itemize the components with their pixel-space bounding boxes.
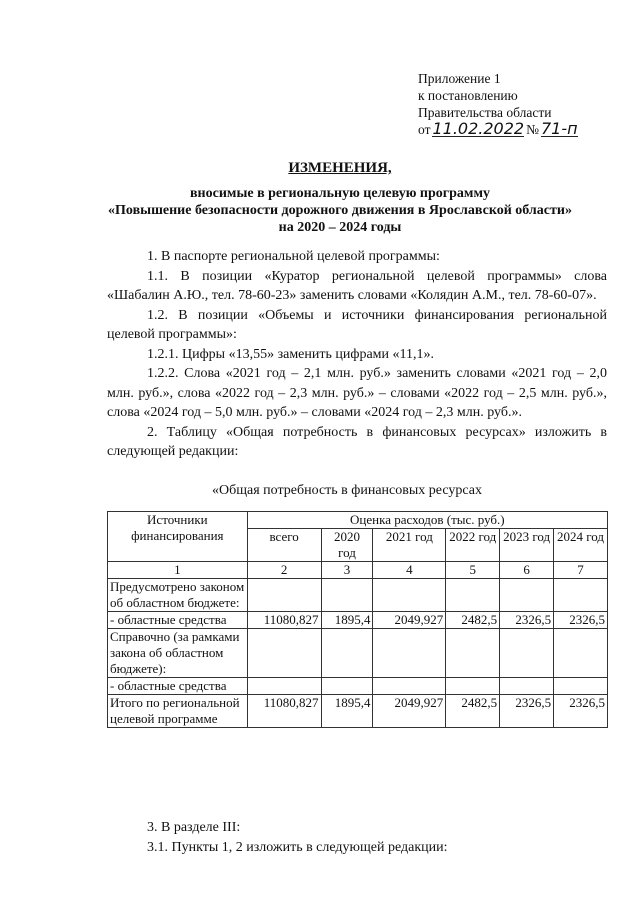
table-cell <box>554 678 608 695</box>
table-cell: 2326,5 <box>500 612 554 629</box>
annex-block <box>418 70 580 138</box>
paragraph-2: 1.1. В позиции «Куратор региональной целевой программы» слова «Шабалин А.Ю., тел. 78-60-23» заменить словами «Колядин А.М., тел. 78-60-07». <box>107 268 607 303</box>
table-cell <box>500 579 554 612</box>
row-label: - областные средства <box>108 678 248 695</box>
table-cell: 2326,5 <box>554 612 608 629</box>
paragraph-section-3: 3. В разделе III: <box>147 820 241 835</box>
table-cell <box>247 629 321 678</box>
header-total: всего <box>247 529 321 562</box>
table-row <box>108 579 608 612</box>
table-cell <box>500 678 554 695</box>
table-cell <box>373 629 446 678</box>
header-year: 2024 год <box>554 529 608 562</box>
table-cell <box>247 579 321 612</box>
table-cell: 1895,4 <box>321 612 373 629</box>
column-number: 6 <box>500 562 554 579</box>
table-cell <box>373 678 446 695</box>
table-cell: 2482,5 <box>446 695 500 728</box>
annex-line-3: Правительства области <box>418 105 552 120</box>
table-row-total <box>108 695 608 728</box>
annex-line-2: к постановлению <box>418 88 518 103</box>
header-year: 2022 год <box>446 529 500 562</box>
row-label: Справочно (за рамками закона об областном бюджете): <box>108 629 248 678</box>
table-cell <box>446 678 500 695</box>
after-text <box>107 818 607 858</box>
table-row <box>108 612 608 629</box>
column-number-row <box>108 562 608 579</box>
table-cell: 2482,5 <box>446 612 500 629</box>
table-cell <box>247 678 321 695</box>
paragraph-4: 1.2.1. Цифры «13,55» заменить цифрами «11,1». <box>147 346 434 362</box>
table-cell <box>500 629 554 678</box>
title-heading: ИЗМЕНЕНИЯ, <box>288 160 392 176</box>
row-label: Итого по региональной целевой программе <box>108 695 248 728</box>
table-cell: 1895,4 <box>321 695 373 728</box>
row-label: - областные средства <box>108 612 248 629</box>
row-label: Предусмотрено законом об областном бюджете: <box>108 579 248 612</box>
table-row <box>108 678 608 695</box>
paragraph-3: 1.2. В позиции «Объемы и источники финансирования региональной целевой программы»: <box>107 307 607 342</box>
table-cell <box>554 629 608 678</box>
table-cell: 2049,927 <box>373 612 446 629</box>
title-line-2: вносимые в региональную целевую программу <box>190 186 490 201</box>
annex-date-line <box>418 121 580 138</box>
header-year: 2021 год <box>373 529 446 562</box>
header-estimate: Оценка расходов (тыс. руб.) <box>247 512 607 529</box>
table-cell: 2326,5 <box>500 695 554 728</box>
column-number: 7 <box>554 562 608 579</box>
table-cell: 11080,827 <box>247 695 321 728</box>
column-number: 3 <box>321 562 373 579</box>
column-number: 5 <box>446 562 500 579</box>
column-number: 1 <box>108 562 248 579</box>
table-cell <box>321 678 373 695</box>
header-year: 2020 год <box>321 529 373 562</box>
finance-table <box>107 511 608 728</box>
date-prefix: от <box>418 122 431 137</box>
table-row <box>108 629 608 678</box>
annex-line-1: Приложение 1 <box>418 71 501 86</box>
column-number: 2 <box>247 562 321 579</box>
table-cell <box>321 579 373 612</box>
column-number: 4 <box>373 562 446 579</box>
table-cell <box>446 579 500 612</box>
header-source: Источники финансирования <box>108 512 248 562</box>
paragraph-5: 1.2.2. Слова «2021 год – 2,1 млн. руб.» заменить словами «2021 год – 2,0 млн. руб.», слова «2022 год – 2,3 млн. руб.» – словами «2022 год – 2,5 млн. руб.», слова «2024 год – 5,0 млн. руб.» – словами «2024 год – 2,3 млн. руб.». <box>107 366 607 420</box>
paragraph-6: 2. Таблицу «Общая потребность в финансовых ресурсах» изложить в следующей редакции: <box>107 424 607 459</box>
table-caption: «Общая потребность в финансовых ресурсах <box>212 483 482 498</box>
header-year: 2023 год <box>500 529 554 562</box>
handwritten-number: 71-п <box>540 119 578 138</box>
body-text <box>107 247 607 462</box>
table-cell: 2049,927 <box>373 695 446 728</box>
table-cell <box>554 579 608 612</box>
table-cell: 11080,827 <box>247 612 321 629</box>
title-line-3: «Повышение безопасности дорожного движения в Ярославской области» <box>108 203 572 218</box>
table-cell: 2326,5 <box>554 695 608 728</box>
number-prefix: № <box>526 122 539 137</box>
table-cell <box>373 579 446 612</box>
paragraph-section-3-1: 3.1. Пункты 1, 2 изложить в следующей редакции: <box>147 840 448 855</box>
document-title <box>90 160 590 236</box>
table-cell <box>446 629 500 678</box>
handwritten-date: 11.02.2022 <box>432 119 525 138</box>
title-line-4: на 2020 – 2024 годы <box>278 220 402 235</box>
paragraph-1: 1. В паспорте региональной целевой программы: <box>147 249 440 264</box>
table-cell <box>321 629 373 678</box>
